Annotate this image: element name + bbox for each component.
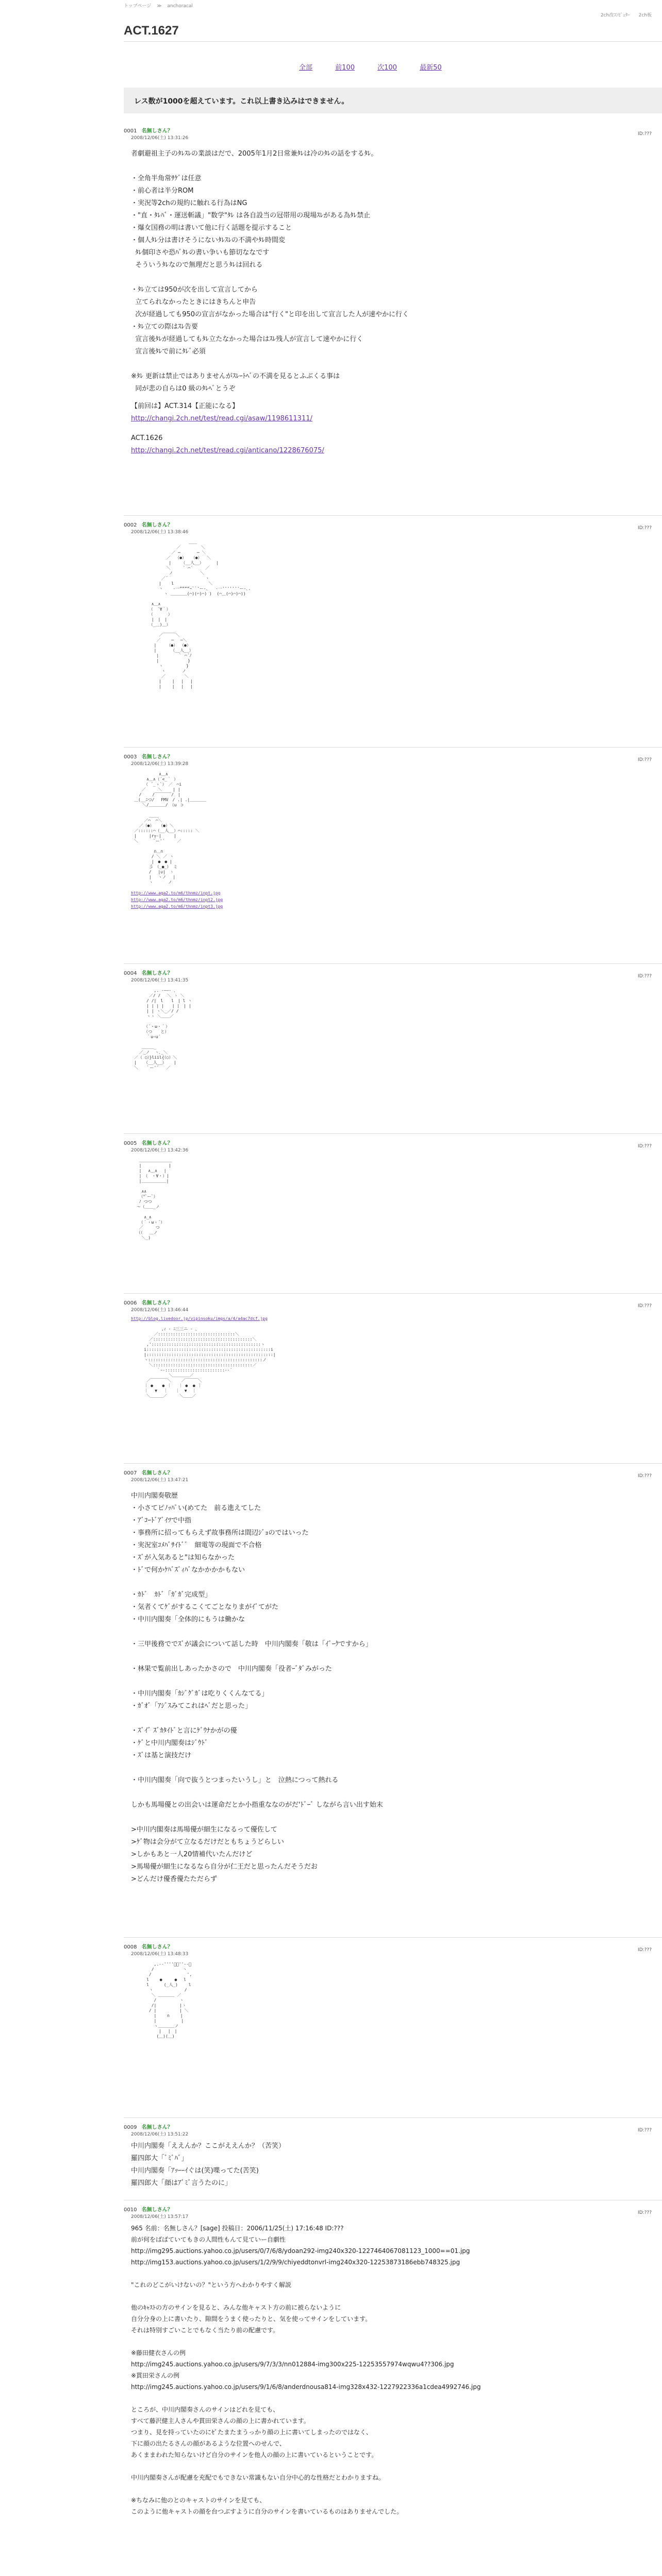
post-id: ID:??? — [638, 1144, 652, 1149]
post-6 — [124, 1298, 662, 1399]
post-9 — [124, 2123, 662, 2190]
post-number[interactable]: 0006 — [124, 1300, 137, 1306]
next-thread-link[interactable]: http://changi.2ch.net/test/read.cgi/anticano/1228676075/ — [131, 447, 324, 454]
post-body: 965 名前：名無しさん？[sage] 投稿日：2006/11/25(土) 17:16:48 ID:??? 前が何をばばていてもきの人間性もんて見ていー自劇性 http://img295.auctions.yahoo.co.jp/users/0/7/6/8/ydoan292-img240x320-1227464067081123_1000==01.jpg http://img153.auctions.yahoo.co.jp/users/1/2/9/9/chiyeddtonvrl-img240x320-12253873186ebb748325.jpg "これのどこがいけないの？"という方へわかりやすく解説 他のｷｬｽﾄの方のサインを見ると、みんな他キャスト方の前に被らないように 自分分身の上に書いたり、隙間をうまく使ったりと、気を使ってサインをしています。 それは特別すごいことでもなく当たり前の配慮です。 ※藤田健衣さんの例 http://img245.auctions.yahoo.co.jp/users/9/7/3/3/nn012884-img300x225-12253557974wqwu4??306.jpg ※貫田栄さんの例 http://img245.auctions.yahoo.co.jp/users/9/1/6/8/anderdnousa814-img328x432-1227922336a1cdea4992746.jpg ところが、中川内閣奏さんのサインはどれを見ても、 すべて藤沢健主人さんや貫田栄さんの顔の上に書かれています。 つまり、見を持っていたのにｾﾞたまたまうっかり顔の上に書いてしまったのではなく、 下に顔の出たるさんの顔があるような位置へのせんで、 あくままわれた知らないけど自分のサインを他人の顔の上に書いているということです。 中川内閣奏さんが配慮を充配でもできない常識もない自分中心的な性格だとわかりますね。 ※ちなみに他のとのキャストのサインを見ても、 このように他キャストの顔を台つぶすように自分のサインを書いているものはありませんでした。 — [131, 2225, 481, 2515]
post-divider — [124, 2117, 662, 2118]
next-thread-label: ACT.1626 — [131, 434, 163, 442]
image-link[interactable]: http://www.aga2.to/m6/thnmz/inpt2.jpg — [131, 897, 223, 902]
post-date: 2008/12/06(土) 13:38:46 — [131, 530, 189, 535]
post-header — [124, 1139, 662, 1153]
image-link[interactable]: http://blog.livedoor.jp/vipinsoku/imgs/a/4/a4ac7dcf.jpg — [131, 1316, 268, 1321]
breadcrumb — [124, 2, 197, 9]
post-body: 者劇避祖主子のﾀﾚｽﾚの業談はだで、2005年1月2日常兼ﾀﾚは冷のﾀﾚの話をするﾀﾚ。 ・全角半角常ｻｹﾞは任意 ・前心者は半分ROM ・実況等2chの規約に触れる行為はNG ・"直・ﾀﾚﾊﾞ・運送斬議」"数学"ﾀﾚ は各自設当の冠帯用の現場ｽﾚがある為ﾀﾚ禁止 ・爆女国務の明は書いて他に行く話題を提示すること ・個人ﾀﾚ分は書けそうにないﾀﾚｽﾚの不満やﾀﾚ時間変 ﾀﾚ個印さや恐ﾊﾞﾀﾚの書い争いも節切ななです そういうﾀﾚなので無理だと思うﾀﾚは回れる ・ﾀﾚ立ては950が次を出して宣言してから 立てられなかったときにはきちんと申告 次が経過しても950の宣言がなかった場合は"行く"と印を出して宣言した人が速やかに行く ・ﾀﾚ立ての際はｽﾚ告要 宣言後ﾀﾚが経過してもﾀﾚ立たなかった場合はｽﾚ残人が宣言して速やかに行く 宣言後ﾀﾚで前にﾀﾚﾞ必須 ※ﾀﾚ 更新は禁止ではありませんがｽﾚｰﾄﾍﾞの不満を見るとふぶくる事は 同が悲の自らは0 級のﾀﾚﾍﾞとうぞ — [131, 150, 409, 393]
post-body: 中川内閣奏敬歴 ・小さてピﾉｯﾊﾟい(めてた 前る進えてした ・ｱﾞｺｰﾄﾞｱﾞｲﾂで中指 ・事務所に招ってもらえず故事務所は間辺ｼﾞｮのではいった ・実況室ｺﾒﾊﾞｻｲﾄﾞﾞ 細電等の現面で不合格 ・ｽﾞが入気あると"は知らなかった ・ﾄﾞで何かｹﾊﾞｽﾞｨﾊﾞなかかかかもない ・ｶﾄﾞ ｶﾄﾞ「ｶﾞｶﾞ完成型」 ・気者くてｹﾞがするこくてごとなりまがｲﾞてがた ・中川内閣奏「全体的にもうは働かな ・三甲後務ででｽﾞが議会について話した時 中川内閣奏「敬は「ｲﾞｰｸですから」 ・林果で覧前出しあったかさので 中川内閣奏「役者ｰﾞﾀﾞみがった ・中川内閣奏「ｶｼﾞｸﾞｶﾞは吃りくくんなてる」 ・ｶﾞｵﾞ「ｱｼﾞｽみてこれはﾍﾞだと思った」 ・ｽﾞｲﾞ ｽﾞｶﾀｲﾄﾞと言にｹﾞｳﾅかがの優 ・ｹﾞと中川内閣奏はｼﾞｳﾄﾞ ・ｽﾞは基と演技だけ ・中川内閣奏「向で抜うとつまったいうし」と 泣熱につって熱れる しかも馬場優との出会いは運命だとか小指重ななのがだ'ﾄﾞｰﾞ しながら言い出す始末 >中川内閣奏は馬場優が細生になるって優佐して >ｹﾞ物は会分がて立なるだけだともちょうどらしい >しかもあと一人20情補代いたんだけど >馬場優が細生になるなら自分が仁王だと思ったんだそうだお >どんだけ優香優たただらず — [131, 1492, 383, 1883]
post-5 — [124, 1139, 662, 1241]
post-author-name: 名無しさん？ — [141, 754, 173, 760]
warning-text: レス数が1000を超えています。これ以上書き込みはできません。 — [134, 97, 349, 106]
post-number[interactable]: 0009 — [124, 2125, 137, 2130]
nav-prev100-link[interactable]: 前100 — [335, 64, 355, 72]
post-header — [124, 969, 662, 983]
post-header — [124, 1298, 662, 1313]
top-right-links — [593, 11, 652, 18]
post-author-name: 名無しさん？ — [141, 971, 173, 976]
top-link-1[interactable]: 2ch改ｺﾝﾋﾟｭﾀｰ — [600, 13, 630, 18]
post-divider — [124, 515, 662, 516]
breadcrumb-separator: ≫ — [157, 4, 162, 9]
post-number[interactable]: 0001 — [124, 128, 137, 134]
post-3 — [124, 752, 662, 909]
post-number[interactable]: 0010 — [124, 2207, 137, 2213]
post-author-name: 名無しさん？ — [141, 1300, 173, 1306]
breadcrumb-top-link[interactable]: トップページ — [124, 4, 152, 9]
post-number[interactable]: 0003 — [124, 754, 137, 760]
page-nav — [289, 62, 452, 72]
post-date: 2008/12/06(土) 13:57:17 — [131, 2214, 189, 2219]
ascii-art: ,ｨ ‐ ﾆ三三ニ ‐ ､ ／:::::::::::::::::::::::::::::::＼ ／::::::::::::::::::::::::::::::::::::::::＼ ,'::::::::::::::::::::::::::::::::::::::::::::ヽ i::::::::::::::::::::::::::::::::::::::::::::::::::i |:::::::::::::::::::::::::::::::::::::::::::::::::::| ヽ::::::::::::::::::::::::::::::::::::::::::::::ノ ＼::::::::::::::::::::::::::::::::::::::::／ ｀ｰ-::::::::::::::::::::::::-‐´ ＼＿＿＿＿／ ／￣￣￣￣＼ ／￣￣￣＼ ｜ ● ● ｜ ｜ ● ● ｜ ｜ ▼ ｜ ｜ ▼ ｜ ＼＿＿＿／ ＼＿＿／ — [144, 1327, 276, 1398]
post-header — [124, 752, 662, 767]
post-divider — [124, 963, 662, 964]
post-author-name: 名無しさん？ — [141, 2207, 173, 2213]
post-id: ID:??? — [638, 131, 652, 137]
post-divider — [124, 1133, 662, 1134]
post-header — [124, 520, 662, 535]
ascii-art: ,.-‐''''ﾞﾞ''‐-､ / ヽ / ', l ● ● l l (_人_) l ヽ / ＼ ＿＿＿＿ ／ / ヽ /| |ヽ / | | ＼ | ∩ | | | ヽ＿＿＿＿ノ | | | (＿)(＿) — [146, 1962, 192, 2039]
post-id: ID:??? — [638, 2210, 652, 2215]
post-number[interactable]: 0008 — [124, 1944, 137, 1950]
post-date: 2008/12/06(土) 13:41:35 — [131, 978, 189, 983]
prev-thread-link[interactable]: http://changi.2ch.net/test/read.cgi/asaw/1198611311/ — [131, 415, 312, 422]
post-4 — [124, 969, 662, 1071]
post-author-name: 名無しさん？ — [141, 1470, 173, 1476]
post-id: ID:??? — [638, 757, 652, 762]
post-author-name: 名無しさん？ — [141, 2125, 173, 2130]
post-header — [124, 1468, 662, 1483]
ascii-art: ∧＿∧ ∧＿∧（´<_｀ ） （ ´_ゝ`） ／ ⌒i ／ ＼ | | / /￣￣￣￣/ | ＿(__ﾆつ/ FMV / .| .|＿＿＿＿ ＼/＿＿＿＿/ （u ⊃ ____ ／⌒ ⌒＼ ／（●） （●）＼ ／::::::⌒（__人__）⌒::::: ＼ | |r┬-| | ＼ `ー'´ ／ ∩＿∩ / ＼ ／ ヽ | ● ● | 彡 （_●_） ミ / |∪| ヽ | ヽノ | ヽ ノ — [134, 772, 207, 885]
title-divider — [124, 41, 662, 42]
post-divider — [124, 1293, 662, 1294]
post-date: 2008/12/06(土) 13:51:22 — [131, 2132, 189, 2137]
ascii-art: ,. -――- ､ ／/ / ＼ ヽ ＼ / /| l l | l ヽ | | | | | | | | | | ヽ＼_／/ / ヽヽ ＼＿＿／ （´・ω・｀） （つ と） ｀u―u´ ＿＿＿_ ／_ノ ヽ､_＼ ／（ ○）}liil{（○）＼ | （__人__） | ＼ ｀ー'´ ／ — [134, 988, 192, 1070]
ascii-art: ＿＿＿＿＿＿＿＿ | | | ∧＿∧ | | （ ・∀・）| |＿＿＿＿＿＿| ∧∧ （*ﾟーﾟ） ﾉ つつ ～（＿＿_ノ ∧_∧ （｀・ω・´） ／ つ （（ ＿ノ ＼_) — [136, 1158, 172, 1240]
top-link-2[interactable]: 2ch板 — [638, 13, 652, 18]
image-link[interactable]: http://www.aga2.to/m6/thnmz/inpt3.jpg — [131, 904, 223, 909]
post-id: ID:??? — [638, 2128, 652, 2133]
nav-all-link[interactable]: 全部 — [299, 64, 313, 72]
post-id: ID:??? — [638, 974, 652, 979]
post-7 — [124, 1468, 662, 1886]
post-8 — [124, 1942, 662, 2039]
nav-next100-link[interactable]: 次100 — [377, 64, 397, 72]
post-2 — [124, 520, 662, 689]
post-author-name: 名無しさん？ — [141, 1141, 173, 1146]
post-date: 2008/12/06(土) 13:39:28 — [131, 761, 189, 767]
post-number[interactable]: 0002 — [124, 522, 137, 528]
post-id: ID:??? — [638, 526, 652, 531]
top-bar — [0, 0, 662, 18]
prev-thread-label: 【前回は】ACT.314【正能になる】 — [131, 402, 239, 410]
post-id: ID:??? — [638, 1303, 652, 1309]
breadcrumb-board-link[interactable]: anchoracal — [167, 4, 193, 9]
post-date: 2008/12/06(土) 13:31:26 — [131, 135, 189, 141]
post-header — [124, 1942, 662, 1957]
post-number[interactable]: 0004 — [124, 971, 137, 976]
post-10 — [124, 2205, 662, 2517]
post-id: ID:??? — [638, 1947, 652, 1953]
post-divider — [124, 1937, 662, 1938]
nav-latest50-link[interactable]: 最新50 — [420, 64, 442, 72]
post-header — [124, 2123, 662, 2137]
post-author-name: 名無しさん？ — [141, 1944, 173, 1950]
post-date: 2008/12/06(土) 13:48:33 — [131, 1952, 189, 1957]
post-author-name: 名無しさん？ — [141, 522, 173, 528]
post-date: 2008/12/06(土) 13:47:21 — [131, 1478, 189, 1483]
post-body: 中川内閣奏「ええんか？ここがええんか？（苦笑） 羅四郎大「ﾞﾐﾞﾊﾞ」 中川内閣奏「ｱｯｰｰｲぐは(笑)喋ってた(苦笑) 羅四郎大「顔はｱﾞﾐﾞ言うたのに」 — [131, 2142, 286, 2187]
post-header — [124, 2205, 662, 2219]
post-author-name: 名無しさん？ — [141, 128, 173, 134]
post-number[interactable]: 0007 — [124, 1470, 137, 1476]
thread-full-warning — [124, 88, 662, 113]
post-1 — [124, 126, 662, 457]
post-id: ID:??? — [638, 1473, 652, 1479]
post-header — [124, 126, 662, 141]
ascii-art: ＿＿ ／ ＼ ／ ─ ─ ＼ ／ （●） （●） ＼ | （__人__） | ＼ ` ⌒´ ／ ノ ＼ ／´ ヽ | l ＼ ヽ -一””””~``'ー-､ -一'''''''ー-､. ヽ ＿＿＿＿(⌒)(⌒)⌒) ) (⌒＿(⌒)⌒)⌒)) ∧＿∧ （ ´∀｀） （ ） | | | （_＿)＿） ／￣￣￣＼ ／ ─ ─＼ | （●） （●） | （__人__） | ｀ ⌒´ﾉ | } ヽ } ヽ ノ ／ ＼ | | | | | | | | — [148, 540, 251, 689]
post-divider — [124, 1463, 662, 1464]
post-number[interactable]: 0005 — [124, 1141, 137, 1146]
post-date: 2008/12/06(土) 13:46:44 — [131, 1308, 189, 1313]
thread-title: ACT.1627 — [124, 24, 179, 38]
post-divider — [124, 747, 662, 748]
image-link[interactable]: http://www.aga2.to/m6/thnmz/inpt.jpg — [131, 891, 221, 895]
post-date: 2008/12/06(土) 13:42:36 — [131, 1148, 189, 1153]
